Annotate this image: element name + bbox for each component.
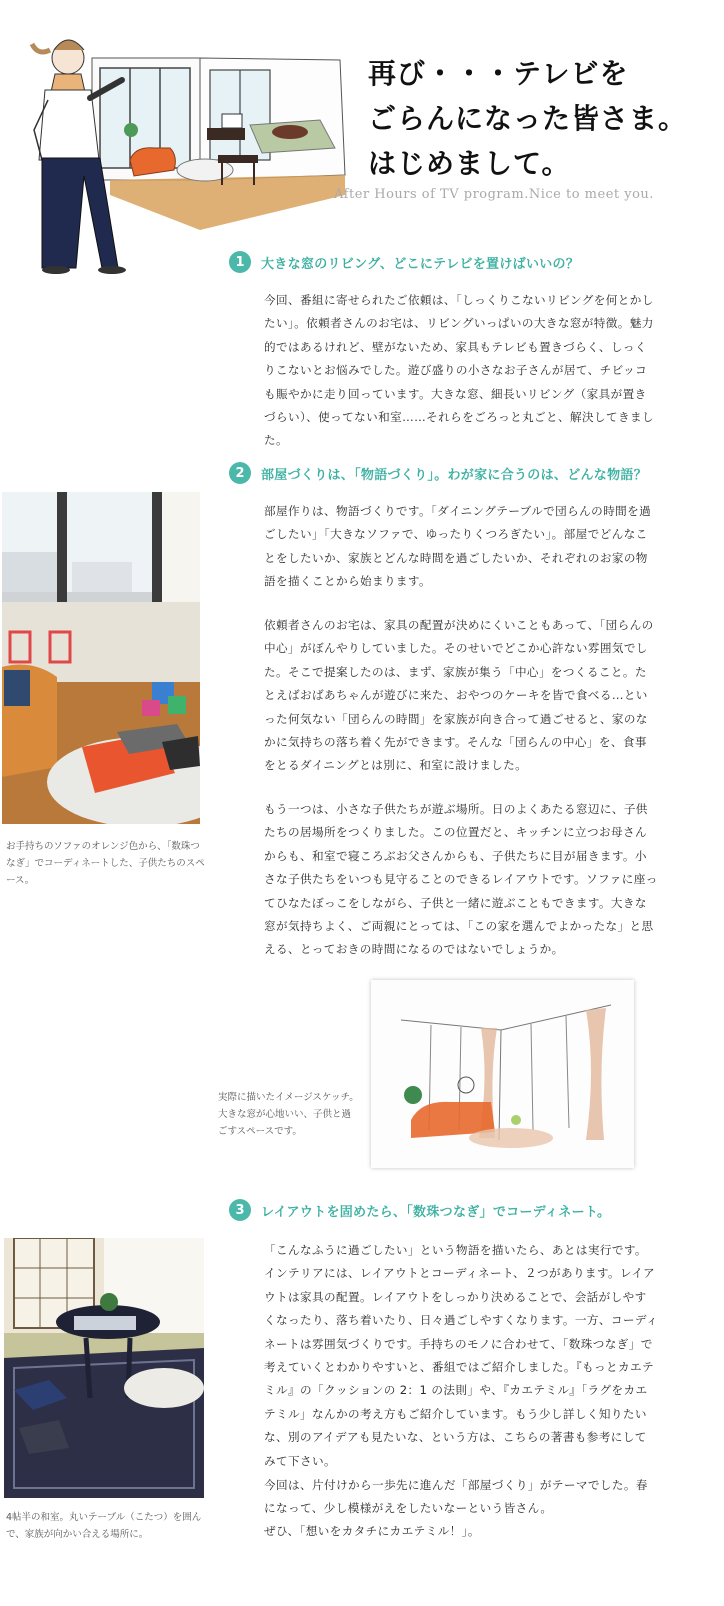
section-3-paragraph-2: 今回は、片付けから一歩先に進んだ「部屋づくり」がテーマでした。春になって、少し模様がえをしたいなーという皆さん。 <box>264 1478 648 1516</box>
section-3-paragraph-1: 「こんなふうに過ごしたい」という物語を描いたら、あとは実行です。インテリアには、レイアウトとコーディネート、２つがあります。レイアウトは家具の配置。レイアウトをしっかり決めることで、会話がしやすくなったり、落ち着いたり、日々過ごしやすくなります。一方、コーディネートは雰囲気づくりです。手持ちのモノに合わせて、「数珠つなぎ」で考えていくとわかりやすいと、番組ではご紹介しました。『もっとカエテミル』の「クッションの 2：1 の法則」や、『カエテミル』「ラグをカエテミル」なんかの考え方もご紹介しています。もう少し詳しく知りたいな、別のアイデアも見たいな、という方は、こちらの著書も参考にしてみて下さい。 <box>264 1243 658 1468</box>
section-1-paragraph-1: 今回、番組に寄せられたご依頼は、「しっくりこないリビングを何とかしたい」。依頼者さんのお宅は、リビングいっぱいの大きな窓が特徴。魅力的ではあるけれど、壁がないため、家具もテレビも置きづらく、しっくりこないとお悩みでした。遊び盛りの小さなお子さんが居て、チビッコも賑やかに走り回っています。大きな窓、細長いリビング（家具が置きづらい）、使ってない和室……それらをごろっと丸ごと、解決してきました。 <box>264 293 654 448</box>
page-subtitle: After Hours of TV program.Nice to meet you. <box>334 187 654 202</box>
page-title-line-2: ごらんになった皆さま。 <box>368 102 688 135</box>
section-2-heading <box>229 462 647 484</box>
section-number-badge: 2 <box>229 462 251 484</box>
section-title: 部屋づくりは、「物語づくり」。わが家に合うのは、どんな物語？ <box>261 467 648 483</box>
header-illustration <box>0 20 360 280</box>
section-3-paragraph-3: ぜひ、「想いをカタチにカエテミル！」。 <box>264 1524 480 1538</box>
tatami-room-caption: 4帖半の和室。丸いテーブル（こたつ）を囲んで、家族が向かい合える場所に。 <box>6 1512 202 1540</box>
section-1-heading <box>229 251 579 273</box>
page-title-line-3: はじめまして。 <box>368 147 571 180</box>
section-2-paragraph-2: 依頼者さんのお宅は、家具の配置が決めにくいこともあって、「団らんの中心」がぼんやりしていました。そのせいでどこか心許ない雰囲気でした。そこで提案したのは、まず、家族が集う「中心」をつくること。たとえばおばあちゃんが遊びに来た、おやつのケーキを皆で食べる…といった何気ない「団らんの時間」を家族が向き合って過ごせると、家のなかに気持ちの落ち着く先ができます。そんな「団らんの中心」を、食事をとるダイニングとは別に、和室に設けました。 <box>264 618 654 773</box>
tatami-room-photo <box>4 1238 204 1498</box>
section-title: 大きな窓のリビング、どこにテレビを置けばいいの？ <box>261 256 580 272</box>
section-title: レイアウトを固めたら、「数珠つなぎ」でコーディネート。 <box>261 1204 611 1220</box>
kids-space-caption: お手持ちのソファのオレンジ色から、「数珠つなぎ」でコーディネートした、子供たちのスペース。 <box>6 841 205 886</box>
section-2-paragraph-3: もう一つは、小さな子供たちが遊ぶ場所。日のよくあたる窓辺に、子供たちの居場所をつくりました。この位置だと、キッチンに立つお母さんからも、和室で寝ころぶお父さんからも、子供たちに目が届きます。小さな子供たちをいつも見守ることのできるレイアウトです。ソファに座ってひなたぼっこをしながら、子供と一緒に遊ぶこともできます。大きな窓が気持ちよく、ご両親にとっては、「この家を選んでよかったな」と思える、とっておきの時間になるのではないでしょうか。 <box>264 802 658 957</box>
sketch-caption: 実際に描いたイメージスケッチ。大きな窓が心地いい、子供と過ごすスペースです。 <box>218 1092 359 1137</box>
section-3-heading <box>229 1199 610 1221</box>
kids-space-photo <box>2 492 200 824</box>
section-number-badge: 3 <box>229 1199 251 1221</box>
section-number-badge: 1 <box>229 251 251 273</box>
page-title-line-1: 再び・・・テレビを <box>368 57 629 90</box>
section-2-paragraph-1: 部屋作りは、物語づくりです。「ダイニングテーブルで団らんの時間を過ごしたい」「大きなソファで、ゆったりくつろぎたい」。部屋でどんなことをしたいか、家族とどんな時間を過ごしたいか、それぞれのお家の物語を描くことから始まります。 <box>264 504 652 589</box>
image-sketch <box>371 980 634 1168</box>
